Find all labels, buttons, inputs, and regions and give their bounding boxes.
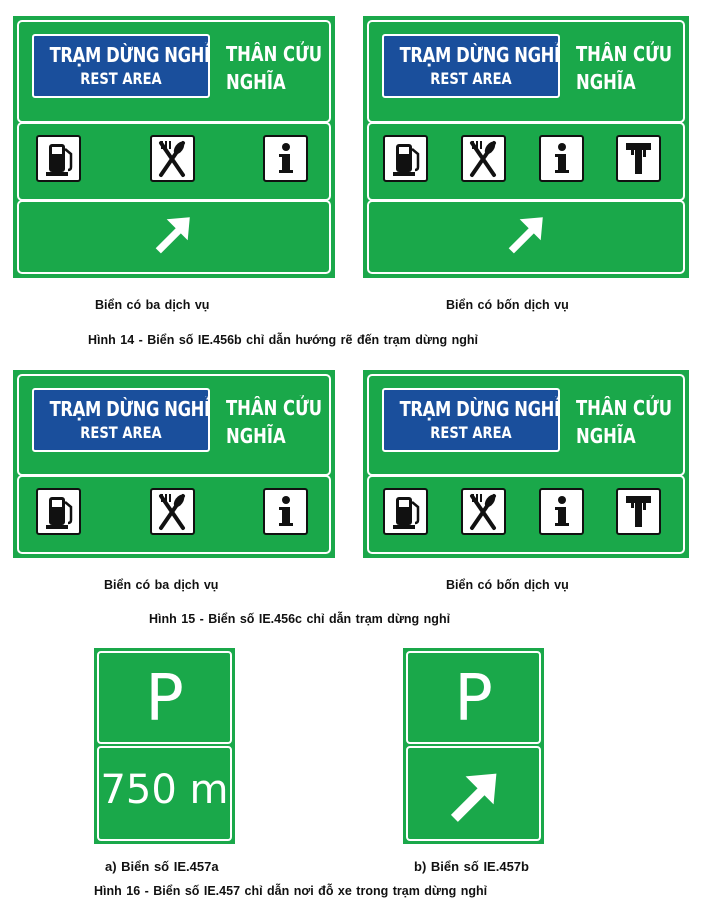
figure14-caption-left: Biển có ba dịch vụ <box>95 298 210 312</box>
figure16-caption-a: a) Biển số IE.457a <box>105 859 219 874</box>
rest-area-subtitle: REST AREA <box>430 69 512 88</box>
rest-area-box <box>382 34 560 98</box>
figure15-title: Hình 15 - Biển số IE.456c chỉ dẫn trạm dừng nghỉ <box>149 612 451 626</box>
figure14-title: Hình 14 - Biển số IE.456b chỉ dẫn hướng rẽ đến trạm dừng nghỉ <box>88 333 479 347</box>
figure16-title: Hình 16 - Biển số IE.457 chỉ dẫn nơi đỗ xe trong trạm dừng nghỉ <box>94 884 488 898</box>
parking-distance: 750 m <box>100 767 229 813</box>
rest-area-subtitle: REST AREA <box>80 69 162 88</box>
repair-tools-icon <box>616 488 661 535</box>
info-icon <box>539 488 584 535</box>
info-icon <box>263 488 308 535</box>
parking-letter: P <box>145 662 184 736</box>
destination-line1: THÂN CỬU <box>226 42 323 66</box>
arrow-up-right-icon <box>446 768 502 824</box>
sign-ie457b <box>403 648 544 844</box>
destination-line1: THÂN CỬU <box>576 42 673 66</box>
sign-ie456c-three-services <box>13 370 335 558</box>
figure15-caption-right: Biển có bốn dịch vụ <box>446 578 569 592</box>
figure16-caption-b: b) Biển số IE.457b <box>414 859 529 874</box>
rest-area-title: TRẠM DỪNG NGHỈ <box>399 397 560 421</box>
repair-tools-icon <box>616 135 661 182</box>
destination-line1: THÂN CỬU <box>576 396 673 420</box>
fuel-pump-icon <box>383 488 428 535</box>
rest-area-title: TRẠM DỪNG NGHỈ <box>49 43 210 67</box>
fork-knife-icon <box>461 488 506 535</box>
rest-area-subtitle: REST AREA <box>80 423 162 442</box>
sign-ie457a <box>94 648 235 844</box>
rest-area-subtitle: REST AREA <box>430 423 512 442</box>
destination-line2: NGHĨA <box>576 70 636 94</box>
fork-knife-icon <box>150 135 195 182</box>
fuel-pump-icon <box>36 488 81 535</box>
sign-ie456b-four-services <box>363 16 689 278</box>
parking-panel <box>406 651 541 744</box>
arrow-panel <box>406 746 541 841</box>
arrow-up-right-icon <box>505 213 547 255</box>
info-icon <box>263 135 308 182</box>
sign-ie456c-four-services <box>363 370 689 558</box>
parking-panel <box>97 651 232 744</box>
parking-letter: P <box>454 662 493 736</box>
destination-line2: NGHĨA <box>226 424 286 448</box>
rest-area-title: TRẠM DỪNG NGHỈ <box>49 397 210 421</box>
distance-panel <box>97 746 232 841</box>
figure14-caption-right: Biển có bốn dịch vụ <box>446 298 569 312</box>
destination-line2: NGHĨA <box>576 424 636 448</box>
info-icon <box>539 135 584 182</box>
rest-area-box <box>32 34 210 98</box>
rest-area-title: TRẠM DỪNG NGHỈ <box>399 43 560 67</box>
destination-line2: NGHĨA <box>226 70 286 94</box>
fuel-pump-icon <box>383 135 428 182</box>
rest-area-box <box>382 388 560 452</box>
figure15-caption-left: Biển có ba dịch vụ <box>104 578 219 592</box>
destination-line1: THÂN CỬU <box>226 396 323 420</box>
fork-knife-icon <box>150 488 195 535</box>
fuel-pump-icon <box>36 135 81 182</box>
fork-knife-icon <box>461 135 506 182</box>
sign-ie456b-three-services <box>13 16 335 278</box>
arrow-up-right-icon <box>152 213 194 255</box>
rest-area-box <box>32 388 210 452</box>
